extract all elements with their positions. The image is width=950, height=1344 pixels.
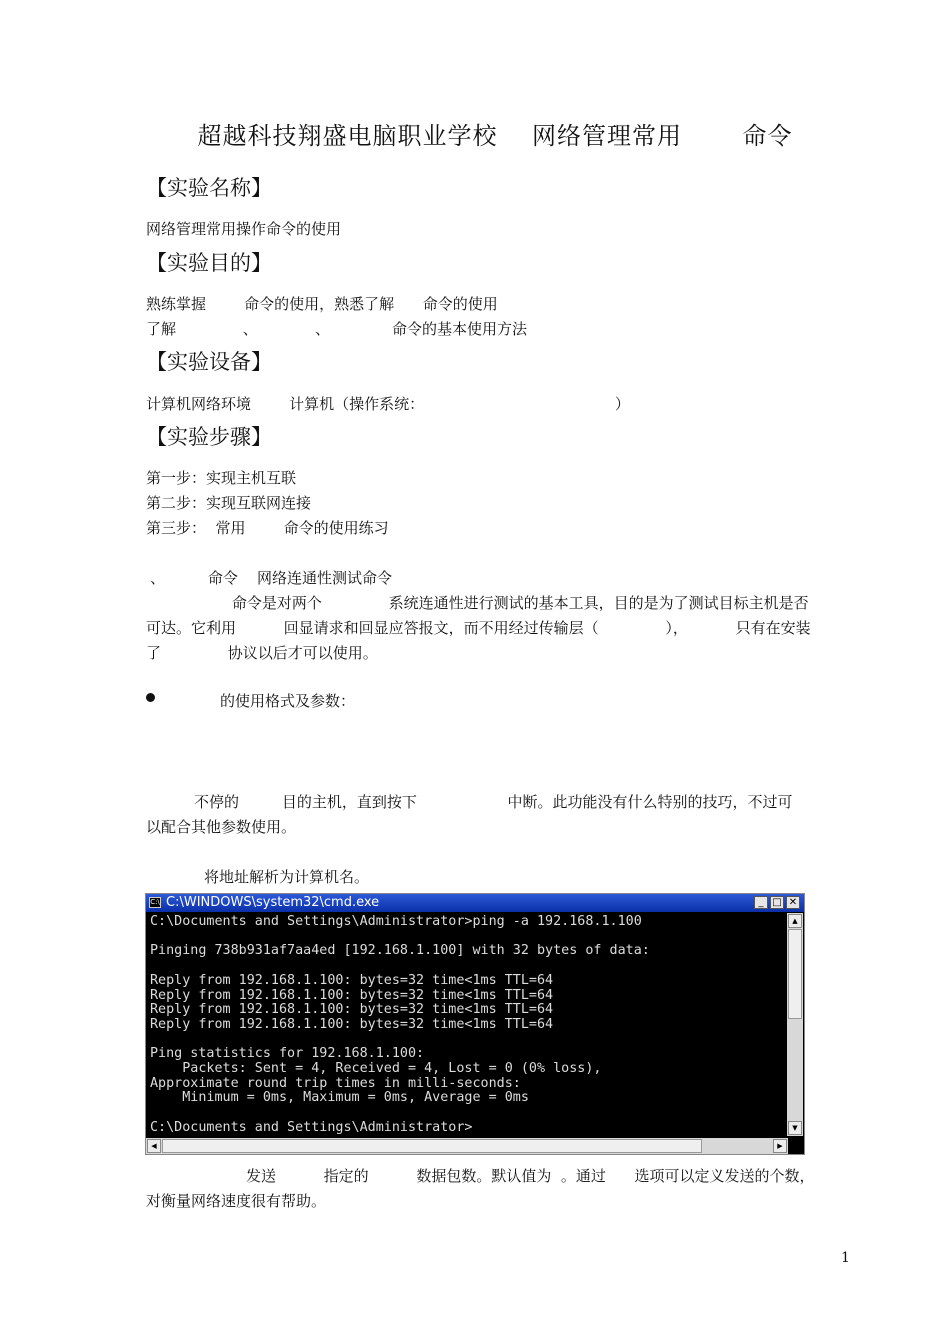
ping-paragraph-line-3: 了 协议以后才可以使用。 <box>146 644 378 662</box>
cmd-output-line: Reply from 192.168.1.100: bytes=32 time<1ms TTL=64 <box>150 1002 554 1018</box>
scroll-down-arrow-icon[interactable]: ▼ <box>788 1121 802 1135</box>
ping-subheading: 、 命令 网络连通性测试命令 <box>150 569 392 587</box>
maximize-button[interactable]: □ <box>770 896 784 909</box>
cmd-output-line: Pinging 738b931af7aa4ed [192.168.1.100] with 32 bytes of data: <box>150 943 650 959</box>
bullet-icon <box>146 693 155 702</box>
cmd-output-line: Reply from 192.168.1.100: bytes=32 time<1ms TTL=64 <box>150 987 554 1003</box>
option-t-line-2: 以配合其他参数使用。 <box>146 818 297 836</box>
option-n-line-2: 对衡量网络速度很有帮助。 <box>146 1192 327 1210</box>
cmd-output-line: Reply from 192.168.1.100: bytes=32 time<1ms TTL=64 <box>150 1016 554 1032</box>
option-n-line-1: 发送 指定的 数据包数。默认值为 。通过 选项可以定义发送的个数， <box>246 1167 815 1185</box>
option-t-line-1: 不停的 目的主机，直到按下 中断。此功能没有什么特别的技巧，不过可 <box>194 793 793 811</box>
step-3: 第三步： 常用 命令的使用练习 <box>146 519 389 537</box>
minimize-button[interactable]: _ <box>754 896 768 909</box>
horizontal-scroll-thumb[interactable] <box>162 1139 702 1153</box>
close-button[interactable]: ✕ <box>786 896 800 909</box>
cmd-app-icon: C:\ <box>150 898 160 906</box>
cmd-output <box>148 913 788 1136</box>
scroll-left-arrow-icon[interactable]: ◀ <box>147 1139 161 1153</box>
cmd-output-line: Packets: Sent = 4, Received = 4, Lost = 0 (0% loss), <box>150 1061 602 1076</box>
cmd-output-line: Reply from 192.168.1.100: bytes=32 time<1ms TTL=64 <box>150 972 554 988</box>
purpose-line-1: 熟练掌握 命令的使用，熟悉了解 命令的使用 <box>146 295 498 313</box>
page-number: 1 <box>841 1250 850 1266</box>
ping-paragraph-line-1: 命令是对两个 系统连通性进行测试的基本工具，目的是为了测试目标主机是否 <box>146 594 809 612</box>
step-1: 第一步：实现主机互联 <box>146 469 297 487</box>
cmd-window <box>145 893 805 1155</box>
document-title: 超越科技翔盛电脑职业学校 网络管理常用 命令 <box>197 122 793 150</box>
cmd-output-line: Minimum = 0ms, Maximum = 0ms, Average = 0ms <box>150 1090 529 1106</box>
vertical-scrollbar[interactable] <box>787 913 803 1136</box>
option-a-text: 将地址解析为计算机名。 <box>204 868 370 886</box>
cmd-output-line: Ping statistics for 192.168.1.100: <box>150 1046 425 1062</box>
horizontal-scrollbar[interactable] <box>146 1138 788 1154</box>
purpose-line-2: 了解 、 、 命令的基本使用方法 <box>146 320 527 338</box>
cmd-output-line: Approximate round trip times in milli-seconds: <box>150 1075 521 1091</box>
scroll-right-arrow-icon[interactable]: ▶ <box>773 1139 787 1153</box>
step-2: 第二步：实现互联网连接 <box>146 494 312 512</box>
cmd-output-line: C:\Documents and Settings\Administrator> <box>150 1119 473 1135</box>
heading-experiment-steps: 【实验步骤】 <box>146 425 272 449</box>
scroll-up-arrow-icon[interactable]: ▲ <box>788 914 802 928</box>
equipment-text: 计算机网络环境 计算机（操作系统： ） <box>146 395 630 413</box>
experiment-name-text: 网络管理常用操作命令的使用 <box>146 220 342 238</box>
cmd-title-bar <box>146 894 804 912</box>
cmd-output-line: C:\Documents and Settings\Administrator>ping -a 192.168.1.100 <box>150 914 642 929</box>
vertical-scroll-thumb[interactable] <box>788 929 802 1019</box>
heading-experiment-equipment: 【实验设备】 <box>146 350 272 374</box>
ping-usage-bullet-text: 的使用格式及参数： <box>220 692 356 710</box>
ping-paragraph-line-2: 可达。它利用 回显请求和回显应答报文，而不用经过传输层（ ）， 只有在安装 <box>146 619 811 637</box>
heading-experiment-name: 【实验名称】 <box>146 176 272 200</box>
heading-experiment-purpose: 【实验目的】 <box>146 251 272 275</box>
cmd-window-title: C:\WINDOWS\system32\cmd.exe <box>166 895 380 910</box>
